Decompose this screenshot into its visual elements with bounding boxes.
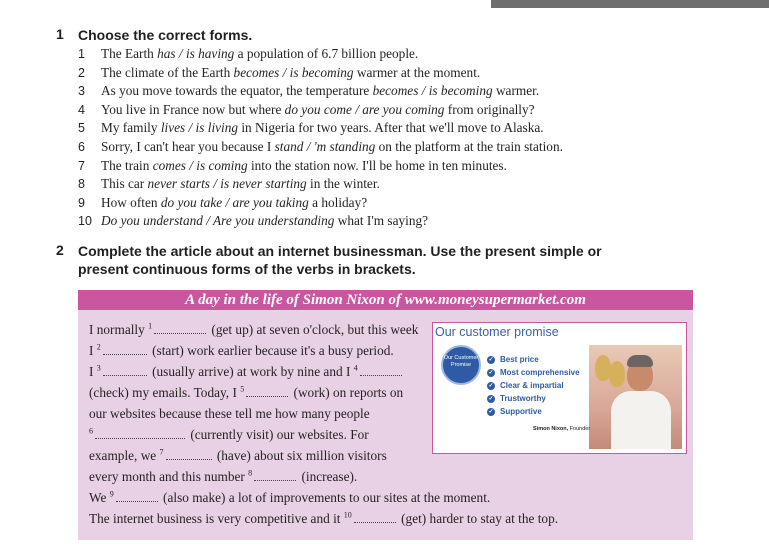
pear-icon [609,361,625,387]
article-line: (check) my emails. Today, I $^5$ (work) on reports on [89,384,404,400]
article-line: The internet business is very competitive and it $^{10}$ (get) harder to stay at the top. [89,510,559,526]
check-icon: ✓ [488,408,494,415]
item-number: 8 [78,177,85,192]
photo-caption: Simon Nixon, Founder [533,426,591,432]
article-banner: A day in the life of Simon Nixon of www.moneysupermarket.com [78,290,693,310]
gap-number: 5 [240,384,245,394]
promise-title: Our customer promise [435,325,559,339]
gap-number: 6 [89,426,93,436]
exercise-title: Choose the correct forms. [78,27,253,43]
item-number: 3 [78,84,85,99]
article-line: every month and this number $^8$ (increase). [89,468,358,484]
promise-item: ✓ Clear & impartial [488,381,564,390]
answer-gap[interactable] [154,323,206,334]
item-number: 2 [78,65,85,80]
item-sentence: Sorry, I can't hear you because I stand / 'm standing on the platform at the train station. [101,139,563,154]
item-number: 7 [78,158,85,173]
item-sentence: The train comes / is coming into the station now. I'll be home in ten minutes. [101,157,507,173]
exercise-number: 1 [56,26,64,42]
answer-gap[interactable] [103,365,147,376]
answer-gap[interactable] [103,344,147,355]
item-sentence: My family lives / is living in Nigeria for two years. After that we'll move to Alaska. [101,120,544,136]
item-number: 10 [78,214,92,229]
gap-number: 2 [96,342,101,352]
exercise-number: 2 [56,242,64,258]
check-icon: ✓ [488,395,494,402]
gap-number: 7 [159,447,164,457]
item-sentence: As you move towards the equator, the temperature becomes / is becoming warmer. [101,83,540,99]
item-number: 5 [78,121,85,136]
promise-badge-logo [441,345,481,385]
article-line: $^6$ (currently visit) our websites. For [89,426,369,442]
check-icon: ✓ [488,382,494,389]
item-sentence: The climate of the Earth becomes / is becoming warmer at the moment. [101,64,481,80]
item-sentence: How often do you take / are you taking a holiday? [101,194,368,210]
gap-number: 10 [343,510,352,520]
person-body [611,391,671,449]
item-sentence: This car never starts / is never starting in the winter. [101,176,380,192]
person-hair [627,355,653,367]
answer-gap[interactable] [246,386,288,397]
answer-gap[interactable] [360,365,402,376]
article-line: I normally $^1$ (get up) at seven o'clock, but this week [89,321,419,337]
exercise-title-line-2: present continuous forms of the verbs in brackets. [78,261,416,277]
gap-number: 9 [109,489,114,499]
answer-gap[interactable] [354,512,396,523]
item-number: 6 [78,140,85,154]
item-number: 4 [78,102,85,117]
article-line: I $^3$ (usually arrive) at work by nine and I $^4$ [89,362,404,382]
article-line: example, we $^7$ (have) about six million visitors [89,447,387,463]
item-sentence: You live in France now but where do you come / are you coming from originally? [101,101,535,117]
answer-gap[interactable] [116,491,158,502]
item-sentence: Do you understand / Are you understanding what I'm saying? [101,213,429,229]
answer-gap[interactable] [254,470,296,481]
article-box [78,290,693,540]
gap-number: 4 [353,363,358,373]
article-line: I $^2$ (start) work earlier because it's a busy period. [89,342,394,358]
article-line: We $^9$ (also make) a lot of improvements to our sites at the moment. [89,489,491,505]
promise-list [487,353,580,418]
item-number: 9 [78,195,85,210]
article-line: our websites because these tell me how many people [89,406,370,421]
check-icon: ✓ [488,369,494,376]
founder-photo [589,345,682,449]
promise-item: ✓ Best price [488,355,539,364]
item-number: 1 [78,47,85,61]
item-sentence: The Earth has / is having a population of 6.7 billion people. [101,46,419,61]
promise-item: ✓ Most comprehensive [488,368,580,377]
answer-gap[interactable] [95,428,185,439]
promise-item: ✓ Supportive [488,407,542,416]
answer-gap[interactable] [166,449,212,460]
promise-item: ✓ Trustworthy [488,394,546,403]
customer-promise-panel [432,322,687,454]
badge-text: Our Customer Promise [443,355,479,368]
gap-number: 3 [96,363,101,373]
page-header-bar [491,0,769,8]
check-icon: ✓ [488,356,494,363]
exercise-title-line-1: Complete the article about an internet businessman. Use the present simple or [78,243,602,259]
gap-number: 1 [148,321,153,331]
gap-number: 8 [248,468,253,478]
